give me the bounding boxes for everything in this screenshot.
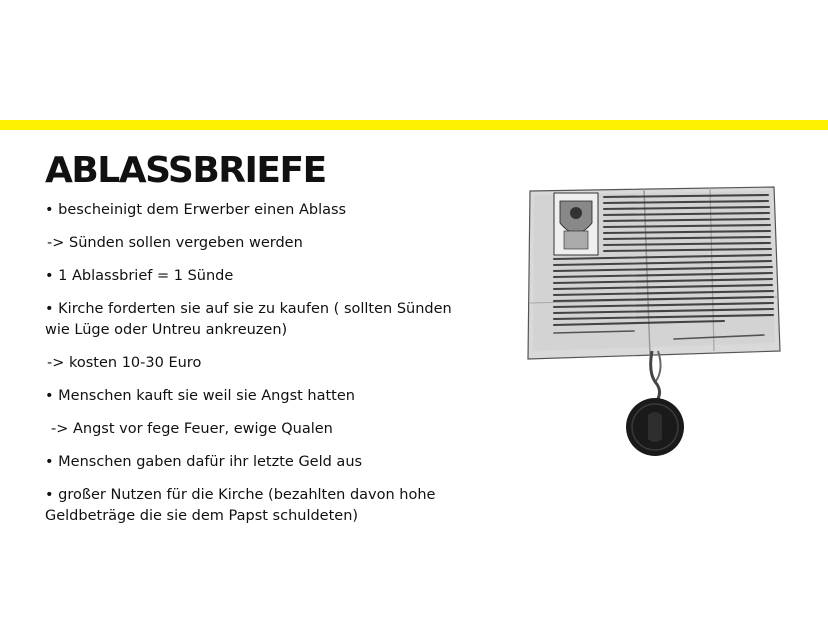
bullet-item: • Menschen gaben dafür ihr letzte Geld aus	[45, 454, 363, 470]
bullet-item: -> Sünden sollen vergeben werden	[47, 235, 303, 251]
bullet-item: -> Angst vor fege Feuer, ewige Qualen	[51, 421, 333, 437]
slide-title: ABLASSBRIEFE	[45, 150, 326, 191]
bullet-item: -> kosten 10-30 Euro	[47, 355, 202, 371]
bullet-item: • großer Nutzen für die Kirche (bezahlten davon hohe Geldbeträge die sie dem Papst schuldeten)	[45, 487, 436, 524]
bullet-item: • 1 Ablassbrief = 1 Sünde	[45, 268, 234, 284]
bullet-item: • Kirche forderten sie auf sie zu kaufen ( sollten Sünden wie Lüge oder Untreu ankreuzen)	[45, 301, 452, 338]
indulgence-letter-image	[524, 183, 784, 463]
accent-bar	[0, 120, 828, 130]
bullet-item: • Menschen kauft sie weil sie Angst hatten	[45, 388, 355, 404]
bullet-list	[45, 200, 475, 539]
bullet-item: • bescheinigt dem Erwerber einen Ablass	[45, 202, 347, 218]
